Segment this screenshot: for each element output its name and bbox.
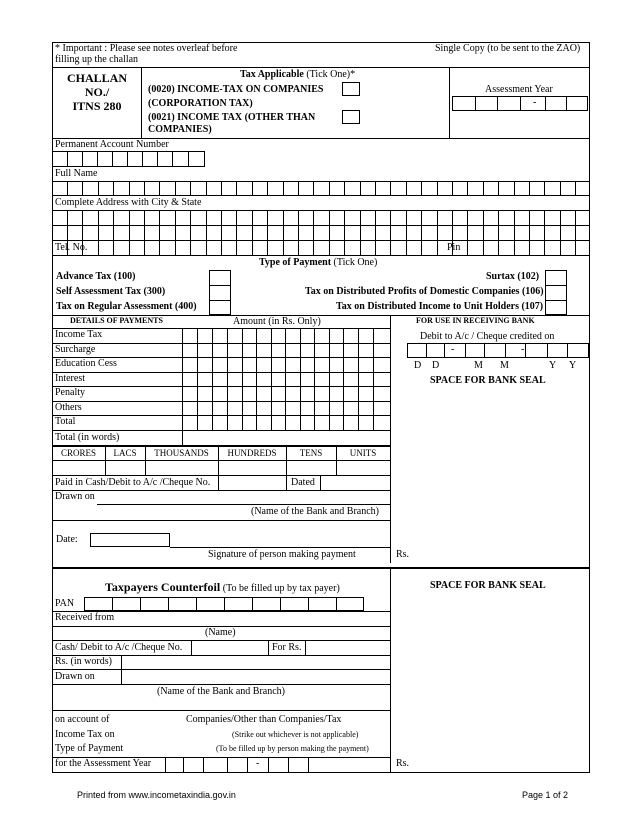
dated-label: Dated: [291, 477, 315, 488]
payment-row-label: Others: [55, 401, 82, 413]
grid-line: [67, 181, 68, 196]
grid-line: [437, 181, 438, 196]
grid-line: [406, 181, 407, 196]
grid-line: [421, 181, 422, 196]
received-from-label: Received from: [55, 612, 115, 623]
grid-line: [175, 181, 176, 196]
grid-line: [129, 181, 130, 196]
grid-line: [375, 181, 376, 196]
grid-line: [329, 181, 330, 196]
grid-line: [190, 181, 191, 196]
tax-applicable-title: Tax Applicable (Tick One)*: [240, 69, 356, 80]
challan-label: CHALLAN: [66, 71, 127, 85]
details-header: DETAILS OF PAYMENTS: [70, 316, 163, 325]
denomination-label: THOUSANDS: [154, 448, 209, 458]
grid-line: [113, 210, 114, 256]
payment-type-right-boxes[interactable]: [545, 270, 567, 315]
denomination-label: TENS: [299, 448, 323, 458]
grid-line: [206, 181, 207, 196]
grid-line: [283, 210, 284, 256]
grid-line: [190, 210, 191, 256]
pin-label: Pin: [447, 242, 461, 253]
tel-label: Tel. No.: [55, 242, 88, 253]
grid-line: [98, 181, 99, 196]
denom-sep: [286, 446, 287, 475]
payment-row-label: Penalty: [55, 387, 85, 398]
cf-pan-cell: [308, 597, 309, 611]
grid-line: [483, 210, 484, 256]
distributed-profits-label: Tax on Distributed Profits of Domestic Companies (106): [305, 286, 544, 297]
amount-cell-line: [197, 328, 198, 430]
date-label: Date:: [56, 534, 78, 545]
page-number: Page 1 of 2: [522, 790, 569, 800]
cf-rs-label: Rs.: [396, 758, 410, 769]
challan-no-label: NO./: [84, 85, 110, 99]
grid-line: [329, 210, 330, 256]
grid-line: [206, 210, 207, 256]
checkbox-0020[interactable]: [342, 82, 360, 96]
amount-cell-line: [300, 328, 301, 430]
amount-cell-line: [343, 328, 344, 430]
counterfoil-pan-label: PAN: [55, 598, 75, 609]
cf-pan-cell: [168, 597, 169, 611]
cf-ay-cell: [268, 757, 269, 773]
amount-cell-line: [358, 328, 359, 430]
date-input[interactable]: [90, 533, 170, 547]
amount-cell-line: [373, 328, 374, 430]
grid-line: [437, 210, 438, 256]
counterfoil-seal-label: SPACE FOR BANK SEAL: [430, 580, 546, 591]
grid-line: [421, 210, 422, 256]
cf-ay-dash: -: [256, 758, 260, 769]
grid-line: [144, 181, 145, 196]
date-cell-line: [567, 343, 568, 358]
row-line: [52, 372, 390, 373]
grid-line: [529, 210, 530, 256]
date-letter: Y: [549, 360, 557, 371]
grid-line: [452, 181, 453, 196]
cf-pan-cell: [196, 597, 197, 611]
filled-by-label: (To be filled up by person making the payment): [216, 744, 369, 753]
cash-debit-label: Cash/ Debit to A/c /Cheque No.: [55, 642, 183, 653]
amount-cell-line: [242, 328, 243, 430]
signature-label: Signature of person making payment: [208, 549, 356, 560]
amount-cell-line: [182, 430, 183, 445]
grid-line: [313, 210, 314, 256]
amount-cell-line: [227, 328, 228, 430]
grid-line: [159, 181, 160, 196]
grid-line: [544, 210, 545, 256]
date-letter: M: [474, 360, 483, 371]
grid-line: [360, 181, 361, 196]
cf-ay-cell: [227, 757, 228, 773]
for-rs-label: For Rs.: [272, 642, 302, 653]
itns-label: ITNS 280: [72, 99, 122, 113]
drawn-on-label: Drawn on: [55, 491, 95, 502]
cf-ay-cell: [183, 757, 184, 773]
payment-type-left-boxes[interactable]: [209, 270, 231, 315]
grid-line: [313, 181, 314, 196]
grid-line: [113, 181, 114, 196]
date-letter: Y: [569, 360, 577, 371]
amount-cell-line: [271, 328, 272, 430]
denom-sep: [105, 446, 106, 475]
strike-out-label: (Strike out whichever is not applicable): [232, 730, 359, 739]
advance-tax-label: Advance Tax (100): [56, 271, 136, 282]
for-ay-label: for the Assessment Year: [55, 758, 152, 769]
grid-line: [82, 181, 83, 196]
denomination-label: HUNDREDS: [227, 448, 277, 458]
cf-pan-cell: [280, 597, 281, 611]
grid-line: [498, 181, 499, 196]
bank-branch-label: (Name of the Bank and Branch): [251, 506, 380, 517]
grid-line: [175, 210, 176, 256]
cf-ay-cell: [247, 757, 248, 773]
grid-line: [544, 181, 545, 196]
denom-line: [52, 460, 390, 461]
pan-input[interactable]: [52, 151, 205, 167]
copy-note: Single Copy (to be sent to the ZAO): [435, 43, 581, 54]
grid-line: [560, 210, 561, 256]
payment-row-label: Surcharge: [55, 343, 96, 355]
cf-drawn-on-label: Drawn on: [55, 671, 95, 682]
grid-line: [98, 210, 99, 256]
row-line: [52, 386, 390, 387]
address-label: Complete Address with City & State: [55, 197, 202, 208]
important-note: * Important : Please see notes overleaf before: [55, 43, 238, 54]
grid-line: [514, 181, 515, 196]
cf-pan-cell: [252, 597, 253, 611]
denom-sep: [218, 446, 219, 475]
income-tax-on-label: Income Tax on: [55, 729, 115, 740]
companies-label: Companies/Other than Companies/Tax: [186, 714, 342, 725]
row-line: [52, 430, 390, 431]
grid-line: [467, 181, 468, 196]
cf-bank-branch-label: (Name of the Bank and Branch): [157, 686, 286, 697]
grid-line: [159, 210, 160, 256]
regular-assessment-label: Tax on Regular Assessment (400): [56, 301, 197, 312]
grid-line: [267, 181, 268, 196]
amount-cell-line: [256, 328, 257, 430]
pan-label: Permanent Account Number: [55, 139, 169, 150]
grid-line: [344, 210, 345, 256]
denom-line: [52, 475, 390, 476]
grid-line: [252, 210, 253, 256]
option-0020-sub: (CORPORATION TAX): [148, 98, 253, 109]
grid-line: [375, 210, 376, 256]
denom-sep: [336, 446, 337, 475]
cf-pan-cell: [224, 597, 225, 611]
payment-row-label: Total: [55, 416, 76, 427]
grid-line: [514, 210, 515, 256]
grid-line: [560, 181, 561, 196]
date-cell-line: [525, 343, 526, 358]
amount-cell-line: [182, 328, 183, 430]
paid-in-label: Paid in Cash/Debit to A/c /Cheque No.: [55, 477, 211, 488]
bank-date-dash: -: [521, 344, 525, 355]
date-letter: M: [500, 360, 509, 371]
full-name-label: Full Name: [55, 168, 98, 179]
grid-line: [221, 210, 222, 256]
bank-use-header: FOR USE IN RECEIVING BANK: [416, 316, 535, 325]
self-assessment-label: Self Assessment Tax (300): [56, 286, 166, 297]
grid-line: [298, 181, 299, 196]
payment-type-title: Type of Payment (Tick One): [259, 257, 378, 268]
amount-cell-line: [314, 328, 315, 430]
grid-line: [221, 181, 222, 196]
amount-header: Amount (in Rs. Only): [233, 316, 321, 327]
grid-line: [390, 181, 391, 196]
name-label: (Name): [205, 627, 236, 638]
printed-from: Printed from www.incometaxindia.gov.in: [77, 790, 236, 800]
amount-cell-line: [212, 328, 213, 430]
grid-line: [267, 210, 268, 256]
grid-line: [529, 181, 530, 196]
grid-line: [575, 181, 576, 196]
distributed-income-label: Tax on Distributed Income to Unit Holders (107): [336, 301, 544, 312]
counterfoil-title: Taxpayers Counterfoil (To be filled up by tax payer): [105, 580, 340, 594]
grid-line: [344, 181, 345, 196]
denomination-label: LACS: [113, 448, 137, 458]
date-letter: D: [414, 360, 422, 371]
grid-line: [360, 210, 361, 256]
date-cell-line: [484, 343, 485, 358]
grid-line: [483, 181, 484, 196]
grid-line: [390, 210, 391, 256]
grid-line: [467, 210, 468, 256]
row-line: [52, 415, 390, 416]
bank-date-strip[interactable]: [407, 343, 589, 358]
amount-cell-line: [285, 328, 286, 430]
checkbox-0021[interactable]: [342, 110, 360, 124]
cf-pan-cell: [336, 597, 337, 611]
rs-words-label: Rs. (in words): [55, 656, 112, 667]
assessment-year-label: Assessment Year: [485, 84, 553, 95]
date-cell-line: [444, 343, 445, 358]
grid-line: [283, 181, 284, 196]
payment-row-label: Income Tax: [55, 329, 103, 340]
denom-sep: [145, 446, 146, 475]
denomination-label: CRORES: [60, 448, 96, 458]
type-payment-label: Type of Payment: [55, 743, 124, 754]
grid-line: [252, 181, 253, 196]
grid-line: [575, 210, 576, 256]
surtax-label: Surtax (102): [486, 271, 540, 282]
assessment-year-dash: -: [533, 97, 537, 108]
row-line: [52, 401, 390, 402]
rs-label: Rs.: [396, 549, 410, 560]
grid-line: [236, 210, 237, 256]
on-account-label: on account of: [55, 714, 110, 725]
grid-line: [129, 210, 130, 256]
grid-line: [498, 210, 499, 256]
date-cell-line: [465, 343, 466, 358]
cf-ay-cell: [288, 757, 289, 773]
amount-cell-line: [329, 328, 330, 430]
important-note-line2: filling up the challan: [55, 54, 139, 65]
total-words-label: Total (in words): [55, 432, 120, 443]
cf-pan-cell: [112, 597, 113, 611]
date-cell-line: [505, 343, 506, 358]
option-0021-sub: COMPANIES): [148, 124, 212, 135]
denomination-label: UNITS: [349, 448, 377, 458]
full-name-input[interactable]: [52, 181, 590, 196]
cf-ay-cell: [203, 757, 204, 773]
option-0021: (0021) INCOME TAX (OTHER THAN: [148, 112, 316, 123]
payment-row-label: Interest: [55, 372, 85, 384]
debit-label: Debit to A/c / Cheque credited on: [420, 331, 555, 342]
payment-row-label: Education Cess: [55, 358, 117, 369]
cf-pan-cell: [140, 597, 141, 611]
date-cell-line: [547, 343, 548, 358]
bank-date-dash: -: [451, 344, 455, 355]
bank-seal-label: SPACE FOR BANK SEAL: [430, 375, 546, 386]
grid-line: [236, 181, 237, 196]
address-input[interactable]: [52, 210, 590, 256]
date-letter: D: [432, 360, 440, 371]
date-cell-line: [426, 343, 427, 358]
grid-line: [298, 210, 299, 256]
option-0020: (0020) INCOME-TAX ON COMPANIES: [148, 84, 324, 95]
grid-line: [144, 210, 145, 256]
row-line: [52, 343, 390, 344]
grid-line: [406, 210, 407, 256]
